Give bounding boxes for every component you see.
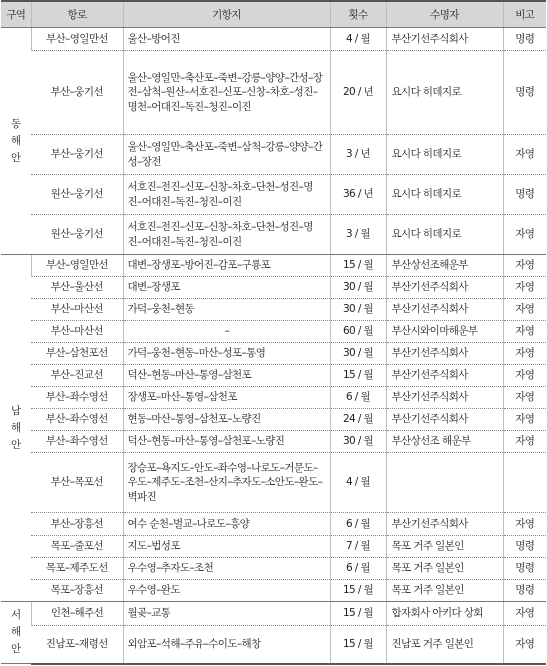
ports-cell: 우수영–완도 <box>123 580 330 602</box>
route-cell: 부산–울산선 <box>31 277 123 299</box>
ports-cell: 가덕–웅천–현동–마산–성포–통영 <box>123 343 330 365</box>
operator-cell <box>386 453 503 513</box>
route-cell: 인천–해주선 <box>31 602 123 626</box>
route-cell: 부산–마산선 <box>31 299 123 321</box>
route-cell: 목포–장흥선 <box>31 580 123 602</box>
note-cell: 명령 <box>503 28 546 51</box>
ports-cell: 현동–마산–통영–삼천포–노량진 <box>123 409 330 431</box>
region-cell: 서해안 <box>1 602 31 664</box>
route-cell: 부산–영일만선 <box>31 28 123 51</box>
note-cell: 자영 <box>503 343 546 365</box>
operator-cell: 부산기선주식회사 <box>386 28 503 51</box>
operator-cell: 부산기선주식회사 <box>386 277 503 299</box>
table-row <box>1 602 546 626</box>
header-note: 비고 <box>503 1 546 28</box>
note-cell: 자영 <box>503 409 546 431</box>
operator-cell: 부산기선주식회사 <box>386 343 503 365</box>
route-cell: 원산–웅기선 <box>31 215 123 255</box>
frequency-cell: 30 / 월 <box>330 277 386 299</box>
route-cell: 부산–좌수영선 <box>31 387 123 409</box>
operator-cell: 부산상선조해운부 <box>386 255 503 277</box>
frequency-cell: 6 / 월 <box>330 558 386 580</box>
note-cell: 자영 <box>503 277 546 299</box>
table-row <box>1 343 546 365</box>
frequency-cell: 30 / 월 <box>330 299 386 321</box>
route-cell: 부산–마산선 <box>31 321 123 343</box>
table-row <box>1 28 546 51</box>
route-cell: 부산–진교선 <box>31 365 123 387</box>
operator-cell: 목포 거주 일본인 <box>386 558 503 580</box>
frequency-cell: 15 / 월 <box>330 626 386 664</box>
frequency-cell: 30 / 월 <box>330 343 386 365</box>
table-row <box>1 215 546 255</box>
ports-cell: 덕산–현동–마산–통영–삼천포 <box>123 365 330 387</box>
header-row <box>1 1 546 28</box>
frequency-cell: 30 / 월 <box>330 431 386 453</box>
operator-cell: 부산기선주식회사 <box>386 365 503 387</box>
table-row <box>1 536 546 558</box>
ports-cell: 울산–영일만–축산포–죽변–강릉–양양–간성–장전–삼척–원산–서호진–신포–신창–차호–성진–명천–어대진–독진–청진–이진 <box>123 51 330 135</box>
region-cell: 남해안 <box>1 255 31 602</box>
table-row <box>1 453 546 513</box>
ports-cell: 서호진–전진–신포–신창–차호–단천–성진–명진–어대진–독진–청진–이진 <box>123 175 330 215</box>
ports-cell: 울산–방어진 <box>123 28 330 51</box>
operator-cell: 부산시와이마해운부 <box>386 321 503 343</box>
table-row <box>1 387 546 409</box>
frequency-cell: 36 / 년 <box>330 175 386 215</box>
frequency-cell: 15 / 월 <box>330 602 386 626</box>
table-row <box>1 321 546 343</box>
ports-cell: 덕산–현동–마산–통영–삼천포–노량진 <box>123 431 330 453</box>
route-cell: 부산–웅기선 <box>31 135 123 175</box>
route-cell: 부산–삼천포선 <box>31 343 123 365</box>
frequency-cell: 24 / 월 <box>330 409 386 431</box>
header-region: 구역 <box>1 1 31 28</box>
header-frequency: 횟수 <box>330 1 386 28</box>
operator-cell: 목포 거주 일본인 <box>386 536 503 558</box>
note-cell: 자영 <box>503 365 546 387</box>
frequency-cell: 6 / 월 <box>330 387 386 409</box>
note-cell: 자영 <box>503 255 546 277</box>
operator-cell: 부산기선주식회사 <box>386 387 503 409</box>
frequency-cell: 4 / 월 <box>330 28 386 51</box>
ports-cell: 장생포–마산–통영–삼천포 <box>123 387 330 409</box>
frequency-cell: 15 / 월 <box>330 255 386 277</box>
ports-cell: 대변–장생포 <box>123 277 330 299</box>
frequency-cell: 7 / 월 <box>330 536 386 558</box>
route-cell: 부산–장흥선 <box>31 513 123 536</box>
note-cell: 명령 <box>503 175 546 215</box>
ports-cell: 서호진–전진–신포–신창–차호–단천–성진–명진–어대진–독진–청진–이진 <box>123 215 330 255</box>
operator-cell: 합자회사 아키다 상회 <box>386 602 503 626</box>
ports-cell: 울산–영일만–축산포–죽변–삼척–강릉–양양–간성–장전 <box>123 135 330 175</box>
frequency-cell: 3 / 월 <box>330 215 386 255</box>
operator-cell: 부산기선주식회사 <box>386 299 503 321</box>
ports-cell: 지도–법성포 <box>123 536 330 558</box>
header-operator: 수명자 <box>386 1 503 28</box>
frequency-cell: 3 / 년 <box>330 135 386 175</box>
table-row <box>1 558 546 580</box>
table-row <box>1 277 546 299</box>
table-row <box>1 365 546 387</box>
note-cell <box>503 453 546 513</box>
operator-cell: 요시다 히데지로 <box>386 215 503 255</box>
ports-cell: – <box>123 321 330 343</box>
note-cell: 자영 <box>503 513 546 536</box>
table-row <box>1 175 546 215</box>
note-cell: 자영 <box>503 135 546 175</box>
note-cell: 명령 <box>503 536 546 558</box>
table-row <box>1 431 546 453</box>
note-cell: 자영 <box>503 626 546 664</box>
frequency-cell: 20 / 년 <box>330 51 386 135</box>
table-row <box>1 409 546 431</box>
note-cell: 자영 <box>503 602 546 626</box>
table-row <box>1 299 546 321</box>
route-cell: 목포–줄포선 <box>31 536 123 558</box>
header-ports: 기항지 <box>123 1 330 28</box>
note-cell: 자영 <box>503 321 546 343</box>
table-row <box>1 255 546 277</box>
route-cell: 부산–영일만선 <box>31 255 123 277</box>
route-cell: 원산–웅기선 <box>31 175 123 215</box>
operator-cell: 진남포 거주 일본인 <box>386 626 503 664</box>
region-cell: 동해안 <box>1 28 31 255</box>
route-cell: 부산–좌수영선 <box>31 409 123 431</box>
note-cell: 자영 <box>503 387 546 409</box>
header-route: 항로 <box>31 1 123 28</box>
route-cell: 부산–목포선 <box>31 453 123 513</box>
ports-cell: 대변–장생포–방어진–감포–구룡포 <box>123 255 330 277</box>
table-row <box>1 51 546 135</box>
table-row <box>1 513 546 536</box>
frequency-cell: 15 / 월 <box>330 580 386 602</box>
table-row <box>1 626 546 664</box>
note-cell: 자영 <box>503 431 546 453</box>
note-cell: 자영 <box>503 215 546 255</box>
operator-cell: 요시다 히데지로 <box>386 175 503 215</box>
ports-cell: 우수영–추자도–조천 <box>123 558 330 580</box>
ports-cell: 외암포–석해–주유–수이도–해창 <box>123 626 330 664</box>
ports-cell: 가덕–웅천–현동 <box>123 299 330 321</box>
operator-cell: 부산상선조 해운부 <box>386 431 503 453</box>
note-cell: 자영 <box>503 299 546 321</box>
ports-cell: 여수 순천–벌교–나로도–흥양 <box>123 513 330 536</box>
operator-cell: 부산기선주식회사 <box>386 513 503 536</box>
route-cell: 진남포–재령선 <box>31 626 123 664</box>
operator-cell: 목포 거주 일본인 <box>386 580 503 602</box>
ports-cell: 장승포–욕지도–안도–좌수영–나로도–거문도–우도–제주도–조천–산지–추자도–소안도–완도–벽파진 <box>123 453 330 513</box>
operator-cell: 요시다 히데지로 <box>386 135 503 175</box>
frequency-cell: 6 / 월 <box>330 513 386 536</box>
table-row <box>1 135 546 175</box>
operator-cell: 부산기선주식회사 <box>386 409 503 431</box>
note-cell: 명령 <box>503 558 546 580</box>
route-cell: 부산–웅기선 <box>31 51 123 135</box>
note-cell: 명령 <box>503 580 546 602</box>
frequency-cell: 15 / 월 <box>330 365 386 387</box>
operator-cell: 요시다 히데지로 <box>386 51 503 135</box>
route-cell: 부산–좌수영선 <box>31 431 123 453</box>
frequency-cell: 4 / 월 <box>330 453 386 513</box>
ports-cell: 월곶–교통 <box>123 602 330 626</box>
table-row <box>1 580 546 602</box>
note-cell: 명령 <box>503 51 546 135</box>
frequency-cell: 60 / 월 <box>330 321 386 343</box>
route-cell: 목포–제주도선 <box>31 558 123 580</box>
shipping-routes-table <box>1 0 546 665</box>
